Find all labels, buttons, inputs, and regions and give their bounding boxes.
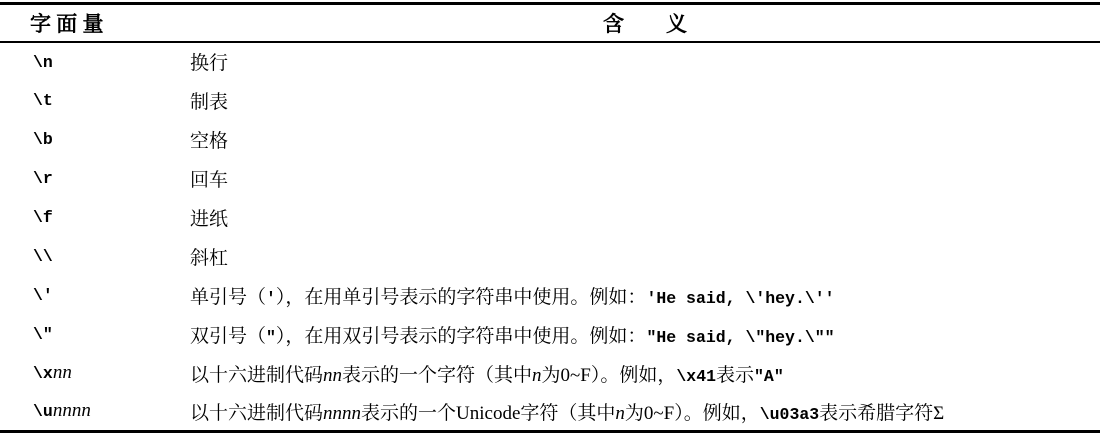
text-segment-cn: 以十六进制代码: [190, 364, 324, 386]
literal-cell: [0, 237, 190, 276]
text-segment-cn: 单引号（: [190, 286, 267, 308]
text-segment-cn: 换行: [190, 53, 229, 74]
text-segment-cn: ），在用双引号表示的字符串中使用。例如：: [275, 325, 647, 347]
table-row: [0, 81, 1100, 120]
text-segment-it: n: [615, 402, 625, 424]
text-segment-it: nn: [52, 362, 72, 383]
column-header-meaning: 含 义: [190, 4, 1100, 42]
text-segment-code: ': [266, 288, 276, 308]
table-row: [0, 159, 1100, 198]
literal-cell: [0, 81, 190, 120]
meaning-cell: [190, 354, 1100, 393]
meaning-cell: [190, 81, 1100, 120]
text-segment-code: \b: [33, 130, 53, 149]
table-body: [0, 42, 1100, 432]
literal-cell: [0, 159, 190, 198]
literal-cell: [0, 276, 190, 315]
text-segment-code: \n: [33, 52, 53, 72]
literal-cell: [0, 42, 190, 81]
text-segment-code: \r: [33, 169, 53, 188]
text-segment-code: "A": [754, 366, 784, 386]
meaning-cell: [190, 159, 1100, 198]
table-row: [0, 276, 1100, 315]
text-segment-code: \\: [33, 247, 53, 266]
meaning-cell: [190, 237, 1100, 276]
text-segment-code: \u03a3: [759, 404, 820, 424]
text-segment-code: \u: [33, 402, 53, 422]
literal-cell: [0, 120, 190, 159]
text-segment-code: ": [266, 327, 276, 347]
text-segment-code: \x41: [676, 366, 716, 386]
text-segment-cn: 表示的一个字符（其中: [342, 364, 533, 386]
table-row: [0, 120, 1100, 159]
table-header: [0, 4, 1100, 42]
meaning-cell: [190, 120, 1100, 159]
meaning-cell: [190, 393, 1100, 432]
escape-sequence-table: [0, 2, 1100, 433]
text-segment-cn: 回车: [190, 169, 229, 191]
text-segment-cn: 以十六进制代码: [190, 402, 324, 424]
literal-cell: [0, 354, 190, 393]
text-segment-cn: ），在用单引号表示的字符串中使用。例如：: [275, 286, 647, 308]
text-segment-cn: 进纸: [190, 208, 229, 230]
table-row: [0, 237, 1100, 276]
text-segment-code: 'He said, \'hey.\'': [646, 288, 835, 308]
text-segment-cn: 表示的一个Unicode字符（其中: [361, 402, 616, 424]
table-row: [0, 354, 1100, 393]
meaning-cell: [190, 276, 1100, 315]
text-segment-code: "He said, \"hey.\"": [646, 327, 835, 347]
text-segment-it: n: [532, 364, 542, 386]
literal-cell: [0, 315, 190, 354]
meaning-cell: [190, 198, 1100, 237]
text-segment-code: \": [33, 325, 53, 344]
column-header-literal: 字 面 量: [0, 4, 190, 42]
text-segment-cn: 制表: [190, 91, 229, 113]
table-row: [0, 393, 1100, 432]
literal-cell: [0, 393, 190, 432]
text-segment-cn: 表示: [716, 364, 755, 386]
table-row: [0, 42, 1100, 81]
meaning-cell: [190, 315, 1100, 354]
text-segment-it: nnnn: [323, 402, 362, 424]
header-row: [0, 4, 1100, 42]
text-segment-code: \f: [33, 208, 53, 227]
text-segment-it: nn: [323, 364, 343, 386]
meaning-cell: [190, 42, 1100, 81]
table-row: [0, 198, 1100, 237]
text-segment-it: nnnn: [52, 400, 91, 422]
text-segment-cn: 斜杠: [190, 247, 229, 269]
text-segment-code: \': [33, 286, 53, 305]
literal-cell: [0, 198, 190, 237]
text-segment-code: \x: [33, 364, 53, 383]
text-segment-cn: 双引号（: [190, 325, 267, 347]
text-segment-cn: 为0~F）。例如，: [624, 402, 760, 424]
text-segment-cn: 表示希腊字符Σ: [819, 402, 945, 424]
text-segment-cn: 空格: [190, 130, 229, 152]
text-segment-code: \t: [33, 91, 53, 110]
text-segment-cn: 为0~F）。例如，: [541, 364, 677, 386]
table-row: [0, 315, 1100, 354]
